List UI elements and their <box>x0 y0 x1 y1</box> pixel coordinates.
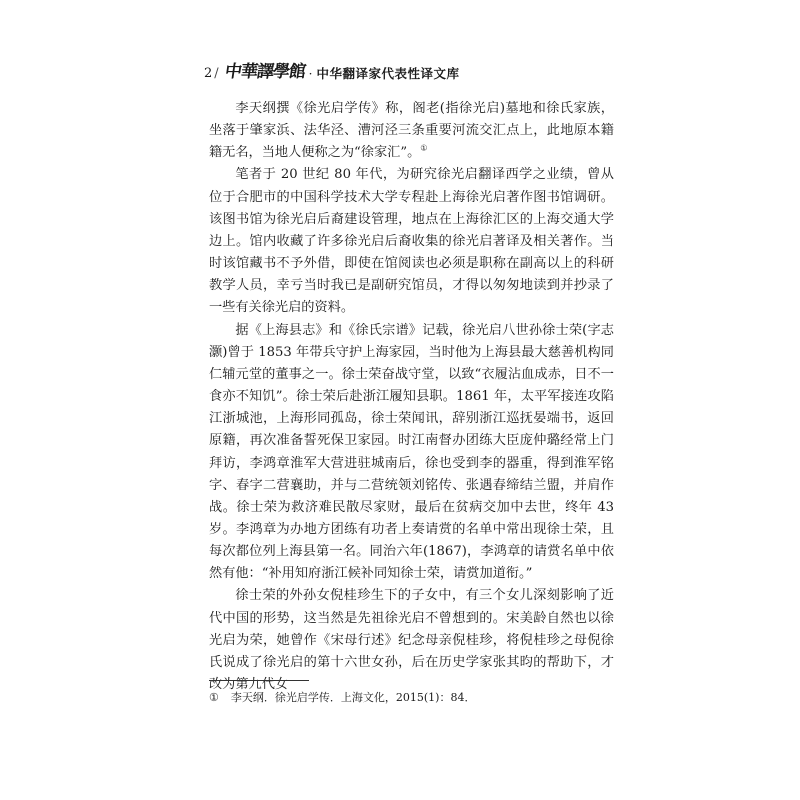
running-header <box>204 58 624 82</box>
footnote-divider <box>209 680 309 681</box>
footnote-mark: ① <box>209 691 219 704</box>
paragraph-1 <box>209 98 614 164</box>
paragraph-3: 据《上海县志》和《徐氏宗谱》记载，徐光启八世孙徐士荣(字志灏)曾于 1853 年带兵守护上海家园，当时他为上海县最大慈善机构同仁辅元堂的董事之一。徐士荣奋战守堂，以致“衣履沾血成赤，日不一食亦不知饥”。徐士荣后赴浙江履知县职。1861 年，太平军接连攻陷江浙城池，上海形同孤岛，徐士荣闻讯，辞别浙江巡抚晏端书，返回原籍，再次准备誓死保卫家园。时江南督办团练大臣庞仲璐经常上门拜访，李鸿章淮军大营进驻城南后，徐也受到李的器重，得到淮军铭字、春字二营襄助，并与二营统领刘铭传、张遇春缔结兰盟，并肩作战。徐士荣为救济难民散尽家财，最后在贫病交加中去世，终年 43 岁。李鸿章为办地方团练有功者上奏请赏的名单中常出现徐士荣，且每次都位列上海县第一名。同治六年(1867)，李鸿章的请赏名单中依然有他：“补用知府浙江候补同知徐士荣，请赏加道衔。” <box>209 322 614 582</box>
series-title: 中华翻译家代表性译文库 <box>316 66 460 81</box>
series-logo: 中華譯學館 <box>223 62 307 82</box>
header-separator: / <box>214 66 219 81</box>
body-text <box>209 98 614 696</box>
footnote-text: 李天纲．徐光启学传．上海文化，2015(1)：84． <box>230 691 476 704</box>
paragraph-1-text: 李天纲撰《徐光启学传》称，阁老(指徐光启)墓地和徐氏家族，坐落于肇家浜、法华泾、漕河泾三条重要河流交汇点上，此地原本籍籍无名，当地人便称之为“徐家汇”。 <box>209 101 614 161</box>
page-number: 2 <box>204 66 213 81</box>
footnote <box>209 690 614 706</box>
header-dot: · <box>308 67 313 81</box>
paragraph-2: 笔者于 20 世纪 80 年代，为研究徐光启翻译西学之业绩，曾从位于合肥市的中国科学技术大学专程赴上海徐光启著作图书馆调研。该图书馆为徐光启后裔建设管理，地点在上海徐汇区的上海交通大学边上。馆内收藏了许多徐光启后裔收集的徐光启著译及相关著作。当时该馆藏书不予外借，即使在馆阅读也必须是职称在副高以上的科研教学人员，幸亏当时我已是副研究馆员，才得以匆匆地读到并抄录了一些有关徐光启的资料。 <box>209 167 614 316</box>
paragraph-4: 徐士荣的外孙女倪桂珍生下的子女中，有三个女儿深刻影响了近代中国的形势，这当然是先祖徐光启不曾想到的。宋美龄自然也以徐光启为荣，她曾作《宋母行述》纪念母亲倪桂珍，将倪桂珍之母倪徐氏说成了徐光启的第十六世女孙，后在历史学家张其昀的帮助下，才改为第九代女 <box>209 588 614 693</box>
footnote-ref[interactable]: ① <box>420 143 428 153</box>
